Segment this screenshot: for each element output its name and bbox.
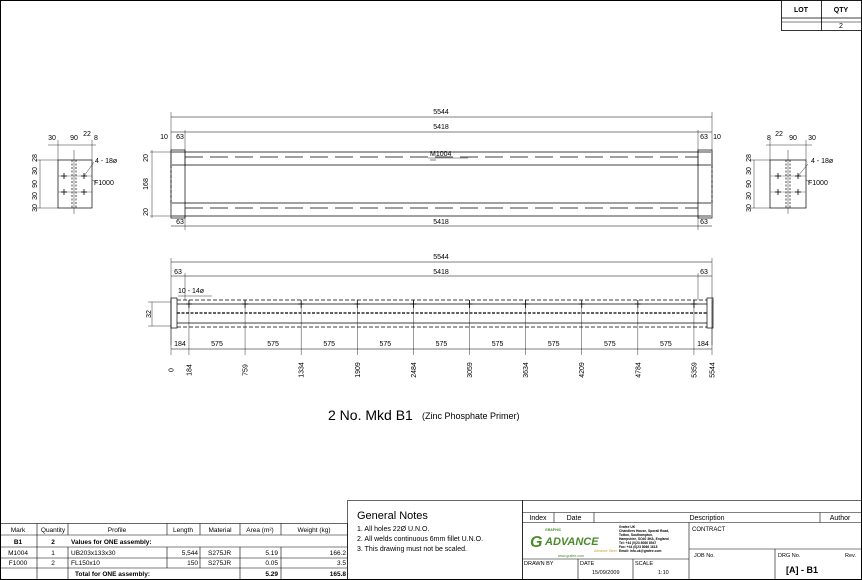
dim-label: 63 <box>700 134 708 141</box>
bom-text <box>8 527 346 578</box>
date-value: 15/09/2009 <box>592 570 620 576</box>
dim-label: 63 <box>176 219 184 226</box>
dim-label: 30 <box>48 135 56 142</box>
rev-author-label: Author <box>829 515 851 522</box>
company-line: Totton, Southampton, <box>619 533 653 537</box>
rev-description-label: Description <box>689 515 725 522</box>
dim-label: 30 <box>746 192 753 200</box>
elevation-view-labels <box>146 254 708 318</box>
drawn-by-label: DRAWN BY <box>524 561 554 567</box>
dim-label: 90 <box>70 135 78 142</box>
logo-sub-text: Advance Steel <box>594 549 617 553</box>
drawing-number-label: DRG No. <box>778 553 801 559</box>
ordinate-label: 4784 <box>635 362 643 378</box>
inner-length-label: 5418 <box>433 124 449 131</box>
company-line: Hampshire, SO40 3HA, England <box>619 537 669 541</box>
contract-label: CONTRACT <box>692 527 726 533</box>
dim-label: 63 <box>700 269 708 276</box>
dim-label: 90 <box>789 135 797 142</box>
dim-label: 22 <box>83 131 91 138</box>
scale-label: SCALE <box>635 561 654 567</box>
end-view-left-labels <box>32 131 118 212</box>
plate-mark: F1000 <box>808 180 828 187</box>
general-note-item: 1. All holes 22Ø U.N.O. <box>357 526 430 533</box>
dim-label: 30 <box>32 204 39 212</box>
end-view-right <box>750 140 812 214</box>
dim-label: 63 <box>176 134 184 141</box>
bom-assembly-mark: B1 <box>13 539 23 546</box>
bom-row-qty: 2 <box>51 560 55 567</box>
bom-header-qty: Quantity <box>40 527 66 534</box>
dim-label: 20 <box>143 154 150 162</box>
dim-label: 8 <box>767 135 771 142</box>
bom-assembly-text: Values for ONE assembly: <box>71 539 152 546</box>
spacing-label: 575 <box>323 341 336 348</box>
company-line: Grafee UK <box>619 525 636 529</box>
lot-qty-box <box>782 1 862 31</box>
title-main: 2 No. Mkd B1 <box>328 407 413 423</box>
dim-label: 30 <box>808 135 816 142</box>
company-line: Fax: +44 (0)23 8066 1618 <box>619 545 658 549</box>
spacing-label: 575 <box>379 341 392 348</box>
spacing-label: 575 <box>435 341 448 348</box>
logo-g-letter: G <box>530 534 543 551</box>
dim-label: 28 <box>32 154 39 162</box>
bom-header-mark: Mark <box>10 527 26 534</box>
dim-label: 10 <box>160 134 168 141</box>
dim-label: 90 <box>32 180 39 188</box>
qty-value: 2 <box>839 23 843 30</box>
spacing-label: 575 <box>211 341 223 348</box>
ordinate-label: 5359 <box>691 362 699 378</box>
rev-date-label: Date <box>566 515 582 522</box>
rev-index-label: Index <box>529 515 547 522</box>
title-sub: (Zinc Phosphate Primer) <box>422 411 520 421</box>
job-number-label: JOB No. <box>694 553 715 559</box>
bom-row-area: 0.05 <box>265 560 278 567</box>
logo-main-text: ADVANCE <box>545 536 599 548</box>
bom-total-label: Total for ONE assembly: <box>75 571 151 578</box>
ordinate-label: 759 <box>242 364 250 376</box>
qty-label: QTY <box>833 7 849 14</box>
bom-row-mark: M1004 <box>8 550 28 557</box>
ordinate-label: 3059 <box>467 362 475 378</box>
company-line: Tel: +44 (0)23 8066 8947 <box>619 541 657 545</box>
ordinate-label: 2484 <box>410 362 418 378</box>
bom-total-area: 5.29 <box>265 571 278 578</box>
ordinate-label: 1334 <box>298 362 306 378</box>
bom-header-length: Length <box>173 527 193 534</box>
company-logo <box>530 525 669 558</box>
general-note-item: 2. All welds continuous 6mm fillet U.N.O. <box>357 536 484 543</box>
dim-label: 32 <box>146 310 153 318</box>
elevation-ordinate-labels <box>169 362 717 378</box>
company-line: Chandlers House, Sporall Road, <box>619 529 670 533</box>
elevation-view-beam <box>148 258 713 349</box>
bom-header-weight: Weight (kg) <box>297 527 331 534</box>
dim-label: 30 <box>32 192 39 200</box>
bom-row-mark: F1000 <box>8 560 28 567</box>
bom-row-length: 5,544 <box>181 550 198 557</box>
member-mark: M1004 <box>430 151 452 158</box>
hole-note: 4 - 18ø <box>95 158 118 165</box>
dim-label: 63 <box>174 269 182 276</box>
end-view-left <box>36 140 96 214</box>
lot-label: LOT <box>794 7 808 14</box>
spacing-label: 575 <box>547 341 560 348</box>
date-label: DATE <box>580 561 595 567</box>
spacing-label: 575 <box>491 341 504 348</box>
general-notes-heading: General Notes <box>357 510 428 522</box>
drawing-title <box>328 407 520 423</box>
dim-label: 63 <box>700 219 708 226</box>
general-notes-box <box>348 501 523 580</box>
dim-label: 90 <box>746 180 753 188</box>
ordinate-label: 0 <box>168 368 176 372</box>
revision-label: Rev. <box>845 553 856 559</box>
ordinate-label: 5544 <box>709 362 717 378</box>
bom-row-weight: 166.2 <box>329 550 346 557</box>
dim-label: 10 <box>713 134 721 141</box>
hole-note: 4 - 18ø <box>811 158 834 165</box>
ordinate-label: 1909 <box>354 362 362 378</box>
bom-total-weight: 165.8 <box>329 571 346 578</box>
bom-row-material: S275JR <box>208 560 232 567</box>
logo-small-text: GRAPHIC <box>545 528 562 532</box>
logo-url: www.grafee.com <box>558 554 584 558</box>
company-line: Email: info.uk@grafee.com <box>619 549 662 553</box>
bottom-length-label: 5418 <box>433 219 449 226</box>
spacing-label: 575 <box>267 341 279 348</box>
drawing-number-value: [A] - B1 <box>786 565 818 575</box>
dim-label: 30 <box>746 167 753 175</box>
bom-row-profile: FL150x10 <box>71 560 100 567</box>
dim-label: 8 <box>94 135 98 142</box>
spacing-label: 184 <box>697 341 709 348</box>
ordinate-label: 4209 <box>579 362 587 378</box>
scale-value: 1:10 <box>658 570 669 576</box>
inner-length-label: 5418 <box>433 269 449 276</box>
dim-label: 30 <box>746 204 753 212</box>
bom-row-length: 150 <box>187 560 198 567</box>
bom-header-area: Area (m²) <box>246 527 274 534</box>
bom-header-profile: Profile <box>107 527 127 534</box>
dim-label: 28 <box>746 154 753 162</box>
ordinate-label: 184 <box>186 364 194 376</box>
dim-label: 20 <box>143 208 150 216</box>
bom-row-qty: 1 <box>51 550 55 557</box>
bom-row-profile: UB203x133x30 <box>71 550 116 557</box>
hole-note: 10 - 14ø <box>178 288 205 295</box>
dim-label: 168 <box>143 178 150 190</box>
elevation-spacing-labels <box>174 341 709 348</box>
spacing-label: 184 <box>174 341 186 348</box>
spacing-label: 575 <box>603 341 616 348</box>
bom-row-area: 5.19 <box>265 550 278 557</box>
dim-label: 22 <box>775 131 783 138</box>
bom-row-material: S275JR <box>208 550 232 557</box>
overall-length-label: 5544 <box>433 109 449 116</box>
ordinate-label: 3634 <box>523 362 531 378</box>
bom-header-material: Material <box>208 527 232 534</box>
overall-length-label: 5544 <box>433 254 449 261</box>
spacing-label: 575 <box>660 341 672 348</box>
plate-mark: F1000 <box>94 180 114 187</box>
top-view-labels <box>143 109 721 226</box>
bom-row-weight: 3.5 <box>336 560 346 567</box>
top-view-beam <box>150 112 712 230</box>
general-note-item: 3. This drawing must not be scaled. <box>357 546 467 553</box>
bom-assembly-qty: 2 <box>51 539 55 546</box>
sheet-border <box>1 1 862 580</box>
dim-label: 30 <box>32 167 39 175</box>
